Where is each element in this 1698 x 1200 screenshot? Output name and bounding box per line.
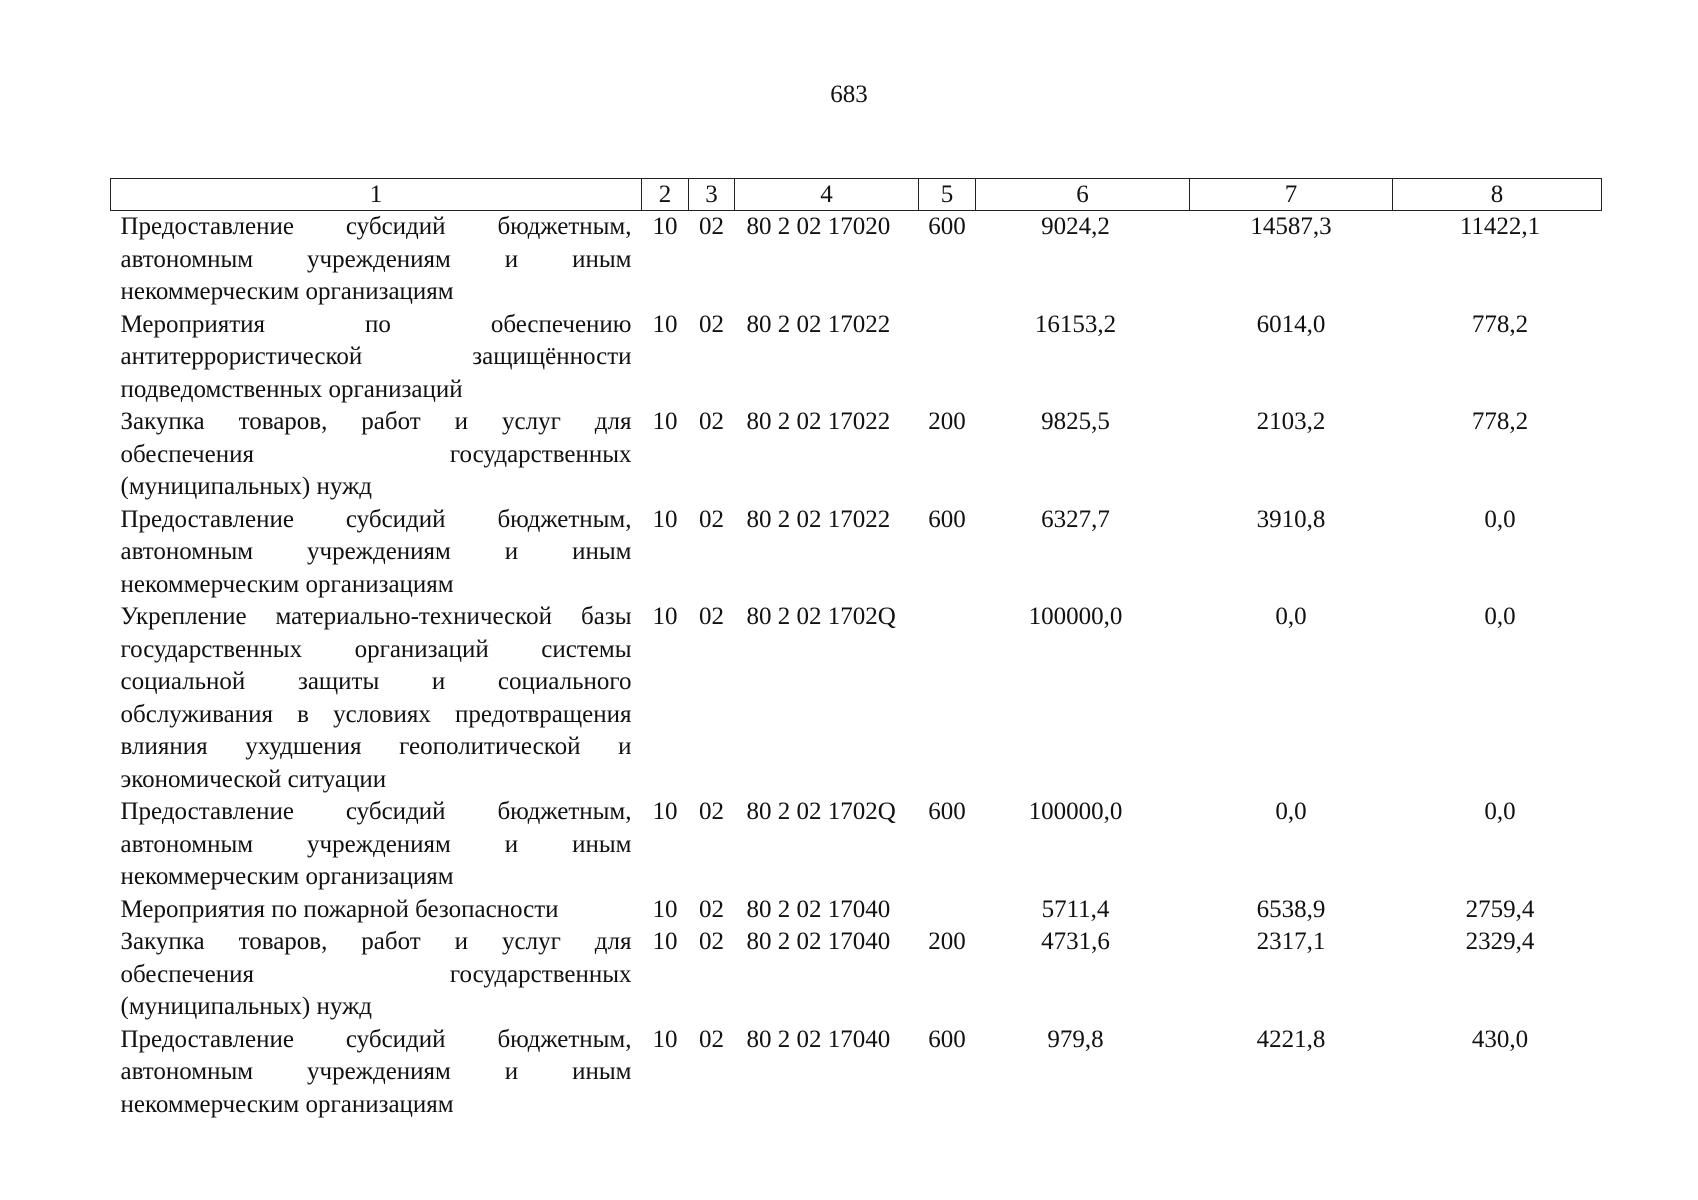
row-section: 10 (652, 928, 678, 955)
row-section: 10 (652, 213, 678, 240)
row-expense-type: 200 (928, 928, 966, 955)
row-expense-type (919, 601, 976, 796)
table-body (111, 211, 1602, 1122)
table-row (111, 406, 1602, 504)
header-col-3: 3 (689, 179, 735, 211)
row-subsection: 02 (699, 798, 724, 825)
table-row (111, 504, 1602, 602)
row-target-code: 80 2 02 17040 (746, 1025, 891, 1053)
header-col-4: 4 (735, 179, 919, 211)
table-row (111, 894, 1602, 927)
row-amount-6: 5711,4 (1041, 895, 1110, 923)
row-amount-6: 4731,6 (1041, 928, 1110, 955)
row-target-code: 80 2 02 1702Q (746, 603, 896, 630)
row-amount-8: 778,2 (1471, 408, 1529, 435)
row-amount-7: 14587,3 (1250, 213, 1332, 240)
row-amount-6: 9825,5 (1041, 408, 1110, 435)
row-section: 10 (652, 505, 678, 533)
row-target-code: 80 2 02 17022 (746, 505, 891, 533)
row-subsection: 02 (699, 310, 724, 338)
row-amount-8: 0,0 (1484, 603, 1516, 630)
row-amount-7: 2103,2 (1256, 408, 1326, 435)
row-target-code: 80 2 02 17040 (746, 895, 891, 923)
row-target-code: 80 2 02 17040 (746, 928, 891, 955)
row-amount-6: 100000,0 (1028, 603, 1123, 630)
row-amount-7: 0,0 (1275, 798, 1307, 825)
row-subsection: 02 (699, 408, 724, 435)
row-target-code: 80 2 02 1702Q (746, 798, 896, 825)
row-name: Мероприятия по обеспечению антитеррористической защищённости подведомственных организаций (120, 310, 632, 403)
row-section: 10 (652, 603, 678, 630)
row-target-code: 80 2 02 17020 (746, 213, 891, 240)
row-name: Укрепление материально-технической базы государственных организаций системы социальной защиты и социального обслуживания в условиях предотвращения влияния ухудшения геополитической и экономической ситуации (120, 603, 632, 793)
header-col-1: 1 (111, 179, 642, 211)
budget-table (110, 178, 1602, 1121)
header-col-5: 5 (919, 179, 976, 211)
table-row (111, 601, 1602, 796)
row-subsection: 02 (699, 213, 724, 240)
header-row (111, 179, 1602, 211)
row-subsection: 02 (699, 505, 724, 533)
row-expense-type (919, 894, 976, 927)
row-expense-type: 600 (928, 213, 966, 240)
row-expense-type: 600 (928, 505, 966, 533)
row-expense-type: 600 (928, 1025, 966, 1053)
table-row (111, 309, 1602, 407)
row-amount-8: 0,0 (1484, 798, 1516, 825)
row-amount-8: 0,0 (1484, 505, 1516, 533)
row-amount-7: 3910,8 (1256, 505, 1326, 533)
row-section: 10 (652, 895, 678, 923)
row-amount-8: 2759,4 (1465, 895, 1535, 923)
page-number: 683 (830, 81, 868, 108)
row-name: Предоставление субсидий бюджетным, автономным учреждениям и иным некоммерческим организациям (120, 798, 632, 890)
row-amount-8: 778,2 (1471, 310, 1529, 338)
table-row (111, 211, 1602, 309)
row-expense-type: 200 (928, 408, 966, 435)
row-amount-8: 11422,1 (1459, 213, 1541, 240)
row-target-code: 80 2 02 17022 (746, 310, 891, 338)
row-amount-6: 100000,0 (1028, 798, 1123, 825)
row-expense-type (919, 309, 976, 407)
row-amount-6: 6327,7 (1041, 505, 1110, 533)
table-row (111, 796, 1602, 894)
row-name: Предоставление субсидий бюджетным, автономным учреждениям и иным некоммерческим организациям (120, 1025, 632, 1118)
row-section: 10 (652, 310, 678, 338)
row-amount-7: 6538,9 (1256, 895, 1326, 923)
header-col-6: 6 (976, 179, 1190, 211)
row-amount-6: 979,8 (1047, 1025, 1104, 1053)
header-col-7: 7 (1190, 179, 1393, 211)
row-name: Предоставление субсидий бюджетным, автономным учреждениям и иным некоммерческим организациям (120, 213, 632, 305)
row-amount-7: 4221,8 (1256, 1025, 1326, 1053)
row-expense-type: 600 (928, 798, 966, 825)
row-amount-7: 2317,1 (1256, 928, 1326, 955)
row-name: Мероприятия по пожарной безопасности (120, 895, 559, 923)
row-subsection: 02 (699, 603, 724, 630)
row-name: Закупка товаров, работ и услуг для обеспечения государственных (муниципальных) нужд (120, 408, 632, 500)
row-amount-7: 0,0 (1275, 603, 1307, 630)
table-row (111, 1024, 1602, 1122)
row-subsection: 02 (699, 928, 724, 955)
table-row (111, 926, 1602, 1024)
row-amount-7: 6014,0 (1256, 310, 1326, 338)
row-section: 10 (652, 1025, 678, 1053)
table-header (111, 179, 1602, 211)
row-name: Закупка товаров, работ и услуг для обеспечения государственных (муниципальных) нужд (120, 928, 632, 1020)
row-section: 10 (652, 798, 678, 825)
row-target-code: 80 2 02 17022 (746, 408, 891, 435)
row-subsection: 02 (699, 1025, 724, 1053)
row-subsection: 02 (699, 895, 724, 923)
row-amount-6: 16153,2 (1034, 310, 1117, 338)
header-col-2: 2 (642, 179, 689, 211)
row-amount-8: 430,0 (1471, 1025, 1529, 1053)
row-section: 10 (652, 408, 678, 435)
row-amount-6: 9024,2 (1041, 213, 1110, 240)
row-amount-8: 2329,4 (1465, 928, 1535, 955)
row-name: Предоставление субсидий бюджетным, автономным учреждениям и иным некоммерческим организациям (120, 505, 632, 598)
header-col-8: 8 (1393, 179, 1602, 211)
